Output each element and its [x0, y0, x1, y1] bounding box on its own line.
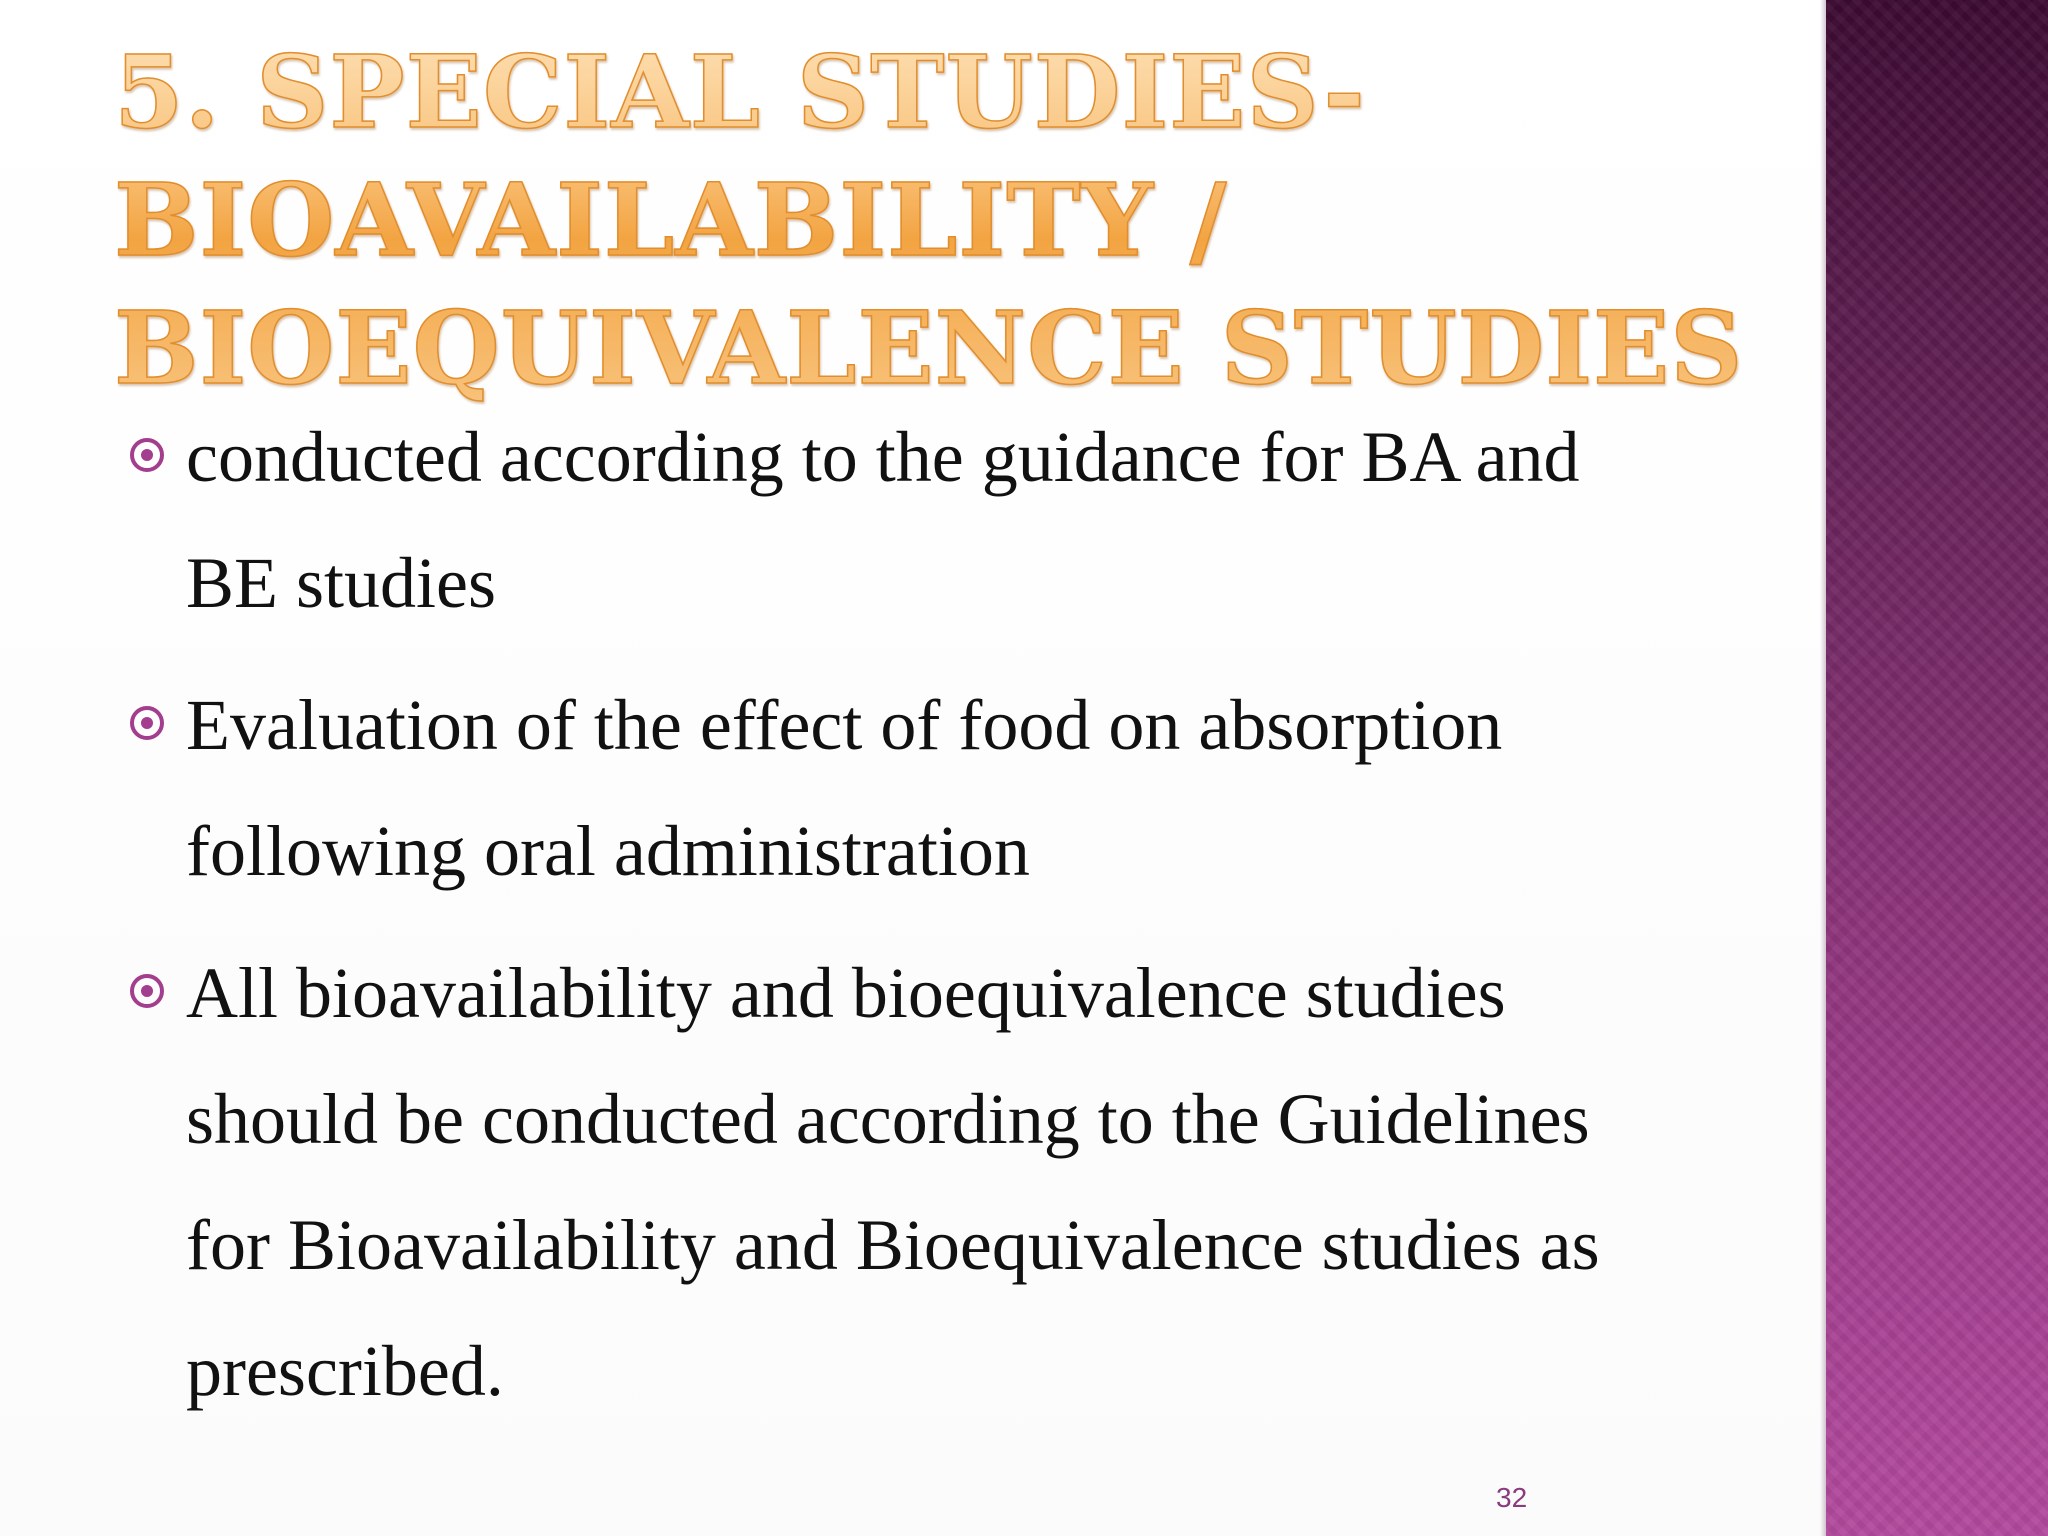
slide-title-line-3: BIOEQUIVALENCE STUDIES [114, 289, 1744, 407]
decorative-side-panel [1826, 0, 2048, 1536]
slide-title-line-1: 5. SPECIAL STUDIES- [114, 33, 1366, 151]
bullet-text: All bioavailability and bioequivalence studies should be conducted according to the Guidelines for Bioavailability and Bioequivalence studies as prescribed. [186, 953, 1600, 1411]
bullet-text: Evaluation of the effect of food on absorption following oral administration [186, 685, 1503, 891]
page-number: 32 [1496, 1482, 1528, 1513]
circle-bullet-icon [130, 974, 164, 1008]
slide-title-line-2: BIOAVAILABILITY / [114, 161, 1228, 279]
bullet-item [126, 394, 1686, 646]
bullet-item [126, 662, 1686, 914]
slide-title [114, 28, 1794, 412]
circle-bullet-icon [130, 438, 164, 472]
bullet-item [126, 930, 1686, 1434]
circle-bullet-icon [130, 706, 164, 740]
bullet-list [126, 394, 1686, 1450]
bullet-text: conducted according to the guidance for BA and BE studies [186, 417, 1580, 623]
